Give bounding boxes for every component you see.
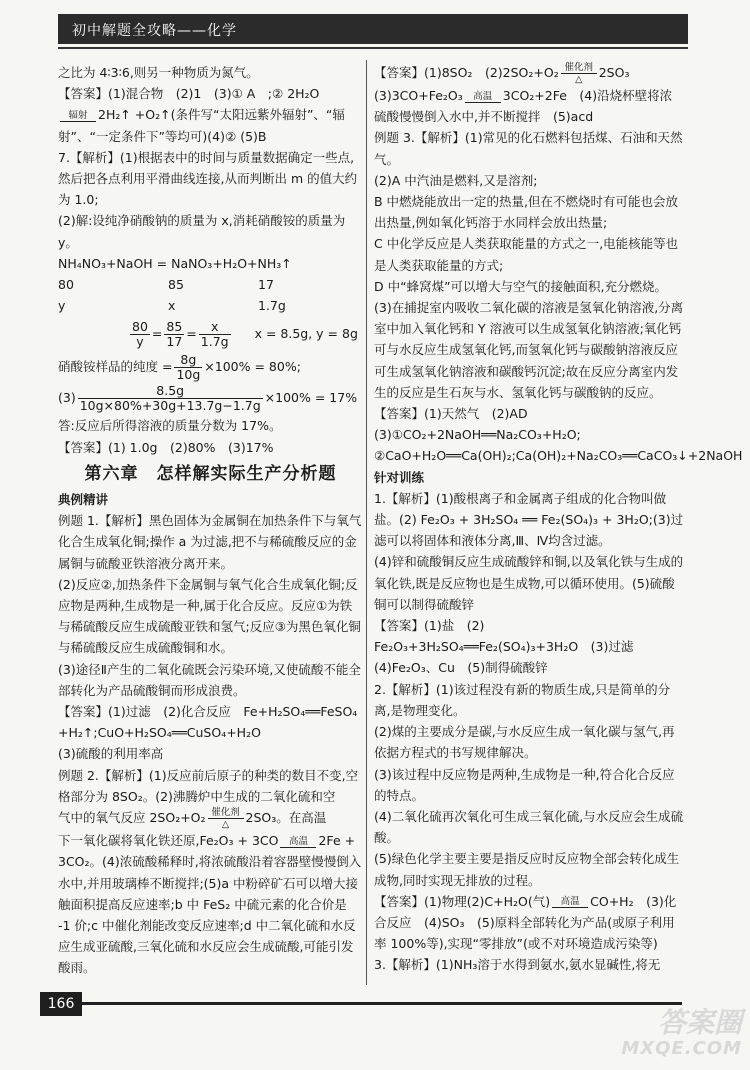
header-rule xyxy=(58,47,688,49)
answer-line: 【答案】(1)过滤 (2)化合反应 Fe+H₂SO₄══FeSO₄ +H₂↑;CuO+H₂SO₄══CuSO₄+H₂O xyxy=(58,704,358,741)
mass-row xyxy=(58,295,363,316)
answer-line: 【答案】(1)盐 (2) Fe₂O₃+3H₂SO₄══Fe₂(SO₄)₃+3H₂O (3)过滤 (4)Fe₂O₃、Cu (5)制得硫酸锌 xyxy=(374,618,646,676)
fraction: $\frac{x}{1.7g}$ xyxy=(200,319,229,350)
analysis-paragraph: (2)解:设纯净硝酸钠的质量为 x,消耗硝酸铵的质量为 y。 xyxy=(58,213,346,250)
analysis-paragraph: 1.【解析】(1)酸根离子和金属离子组成的化合物叫做盐。(2) Fe₂O₃ + 3H₂SO₄ ══ Fe₂(SO₄)₃ + 3H₂O;(3)过滤可以将固体和液体分离,Ⅲ、Ⅳ均含过滤。 xyxy=(374,490,684,549)
fraction: $\frac{8g}{10g}$ xyxy=(176,352,201,383)
analysis-paragraph: D 中“蜂窝煤”可以增大与空气的接触面积,充分燃烧。 xyxy=(374,278,668,294)
analysis-paragraph: 3CO₂。(4)浓硫酸稀释时,将浓硫酸沿着容器壁慢慢倒入水中,并用玻璃棒不断搅拌;(5)a 中粉碎矿石可以增大接触面积提高反应速率;b 中 FeS₂ 中硫元素的化合价是 -1 价;c 中催化剂能改变反应速率;d 中二氧化硫和水反应生成亚硫酸,三氧化硫和水反应会生成硫酸,可能引发酸雨。 xyxy=(58,854,362,976)
analysis-paragraph: C 中化学反应是人类获取能量的方式之一,电能核能等也是人类获取能量的方式; xyxy=(374,236,679,273)
book-title: 初中解题全攻略——化学 xyxy=(72,23,237,39)
analysis-paragraph: (3)该过程中反应物是两种,生成物是一种,符合化合反应的特点。 xyxy=(374,766,675,803)
equation-line: 下一氧化碳将氧化铁还原,Fe₂O₃ + 3CO 高温 2Fe + xyxy=(58,833,356,849)
chapter-title: 第六章 怎样解实际生产分析题 xyxy=(84,463,337,484)
equation-line: ②CaO+H₂O══Ca(OH)₂;Ca(OH)₂+Na₂CO₃══CaCO₃↓+2NaOH xyxy=(374,448,743,464)
analysis-paragraph: (4)锌和硫酸铜反应生成硫酸锌和铜,以及氧化铁与生成的氧化铁,既是反应物也是生成物,可以循环使用。(5)硫酸铜可以制得硫酸锌 xyxy=(374,554,684,612)
equation-line: (3)3CO+Fe₂O₃ 高温 3CO₂+2Fe (4)沿烧杯壁将浓硫酸慢慢倒入水中,并不断搅拌 (5)acd xyxy=(374,88,673,125)
equation-line: 气中的氧气反应 2SO₂+O₂ 催化剂 △ 2SO₃。在高温 xyxy=(58,807,327,831)
answer-line: 【答案】(1) 1.0g (2)80% (3)17% xyxy=(58,439,274,455)
chemical-equation: NH₄NO₃+NaOH = NaNO₃+H₂O+NH₃↑ xyxy=(58,255,292,271)
proportion-line: $\frac{80}{y}$ = $\frac{85}{17}$ = $\frac{x}{1.7g}$ x = 8.5g, y = 8g xyxy=(132,319,358,350)
analysis-paragraph: 例题 1.【解析】黑色固体为金属铜在加热条件下与氧气化合生成氧化铜;操作 a 为过滤,把不与稀硫酸反应的金属铜与硫酸亚铁溶液分离开来。 xyxy=(58,513,362,571)
calc-line: (3) $\frac{8.5g}{10g\times 80\%+30g+13.7g-1.7g}$ ×100% = 17% xyxy=(58,383,358,414)
analysis-paragraph: (2)煤的主要成分是碳,与水反应生成一氧化碳与氢气,再依据方程式的书写规律解决。 xyxy=(374,724,675,761)
text-line: 射”、“一定条件下”等均可)(4)② (5)B xyxy=(58,128,267,144)
analysis-paragraph: 3.【解析】(1)NH₃溶于水得到氨水,氨水显碱性,将无 xyxy=(374,957,661,973)
reaction-condition: 高温 xyxy=(552,896,588,908)
right-column xyxy=(374,62,743,976)
reaction-condition: 催化剂 △ xyxy=(208,807,244,830)
left-column xyxy=(58,62,363,979)
analysis-paragraph: (3)在捕捉室内吸收二氧化碳的溶液是氢氧化钠溶液,分离室中加入氧化钙和 Y 溶液可以生成氢氧化钠溶液;氧化钙可与水反应生成氢氧化钙,而氢氧化钙与碳酸钠溶液反应可生成氢氧化钠溶液和碳酸钙沉淀;故在反应分离室内发生的反应是生石灰与水、氢氧化钙与碳酸钠的反应。 xyxy=(374,300,684,400)
section-heading: 针对训练 xyxy=(374,469,425,485)
mass-value: y xyxy=(58,298,66,314)
header-bar xyxy=(58,14,688,44)
text-line: (2)A 中汽油是燃料,又是溶剂; xyxy=(374,172,538,188)
reaction-condition: 辐射 xyxy=(60,110,96,122)
analysis-paragraph: 例题 3.【解析】(1)常见的化石燃料包括煤、石油和天然气。 xyxy=(374,130,683,167)
text-line: 答:反应后所得溶液的质量分数为 17%。 xyxy=(58,418,282,434)
fraction: $\frac{8.5g}{10g\times 80\%+30g+13.7g-1.7g}$ xyxy=(79,383,261,414)
analysis-paragraph: B 中燃烧能放出一定的热量,但在不燃烧时有可能也会放出热量,例如氧化钙溶于水同样会放出热量; xyxy=(374,194,679,231)
mass-value: 80 xyxy=(58,277,74,293)
text-line: (3)硫酸的利用率高 xyxy=(58,746,164,762)
section-heading: 典例精讲 xyxy=(58,492,109,508)
footer-rule xyxy=(82,1002,682,1005)
mass-value: x xyxy=(168,298,176,314)
analysis-paragraph: 7.【解析】(1)根据表中的时间与质量数据确定一些点,然后把各点利用平滑曲线连接,从而判断出 m 的值大约为 1.0; xyxy=(58,149,358,208)
mass-value: 85 xyxy=(168,277,184,293)
equation-line: (3)①CO₂+2NaOH══Na₂CO₃+H₂O; xyxy=(374,427,581,443)
analysis-paragraph: (2)反应②,加热条件下金属铜与氧气化合生成氧化铜;反应物是两种,生成物是一种,属于化合反应。反应①为铁与稀硫酸反应生成硫酸亚铁和氢气;反应③为黑色氧化铜与稀硫酸反应生成硫酸铜和水。 xyxy=(58,576,361,656)
text-line: 之比为 4∶3∶6,则另一种物质为氮气。 xyxy=(58,65,259,80)
mass-value: 1.7g xyxy=(258,298,286,314)
watermark-logo: 答案圈 MXQE.COM xyxy=(621,1006,742,1059)
reaction-condition: 催化剂 △ xyxy=(561,62,597,85)
fraction: $\frac{80}{y}$ xyxy=(132,319,148,350)
mass-value: 17 xyxy=(258,277,274,293)
reaction-condition: 高温 xyxy=(280,836,316,848)
answer-line: 【答案】(1)物理(2)C+H₂O(气) 高温 CO+H₂ (3)化合反应 (4)SO₃ (5)原料全部转化为产品(或原子利用率 100%等),实现“零排放”(或不对环境造成污染等) xyxy=(374,893,677,952)
purity-line: 硝酸铵样品的纯度 = $\frac{8g}{10g}$ ×100% = 80%; xyxy=(58,352,301,383)
result-text: x = 8.5g, y = 8g xyxy=(254,326,358,342)
analysis-paragraph: 2.【解析】(1)该过程没有新的物质生成,只是简单的分离,是物理变化。 xyxy=(374,681,671,718)
equation-line: 辐射 2H₂↑ +O₂↑(条件写“太阳远紫外辐射”、“辐 xyxy=(58,104,363,125)
page-number: 166 xyxy=(40,992,82,1016)
reaction-condition: 高温 xyxy=(465,91,501,103)
equation-line: 【答案】(1)8SO₂ (2)2SO₂+O₂ 催化剂 △ 2SO₃ xyxy=(374,62,630,85)
answer-line: 【答案】(1)天然气 (2)AD xyxy=(374,406,528,422)
mass-row xyxy=(58,274,363,295)
analysis-paragraph: 例题 2.【解析】(1)反应前后原子的种类的数目不变,空格部分为 8SO₂。(2)沸腾炉中生成的二氧化硫和空 xyxy=(58,767,359,804)
column-divider xyxy=(366,60,367,985)
analysis-paragraph: (3)途径Ⅱ产生的二氧化硫既会污染环境,又使硫酸不能全部转化为产品硫酸铜而形成浪费。 xyxy=(58,661,361,698)
analysis-paragraph: (4)二氧化硫再次氧化可生成三氧化硫,与水反应会生成硫酸。 xyxy=(374,808,684,846)
answer-line: 【答案】(1)混合物 (2)1 (3)① A ;② 2H₂O xyxy=(58,86,320,102)
analysis-paragraph: (5)绿色化学主要主要是指反应时反应物全部会转化成生成物,同时实现无排放的过程。 xyxy=(374,851,680,888)
fraction: $\frac{85}{17}$ xyxy=(166,319,183,350)
